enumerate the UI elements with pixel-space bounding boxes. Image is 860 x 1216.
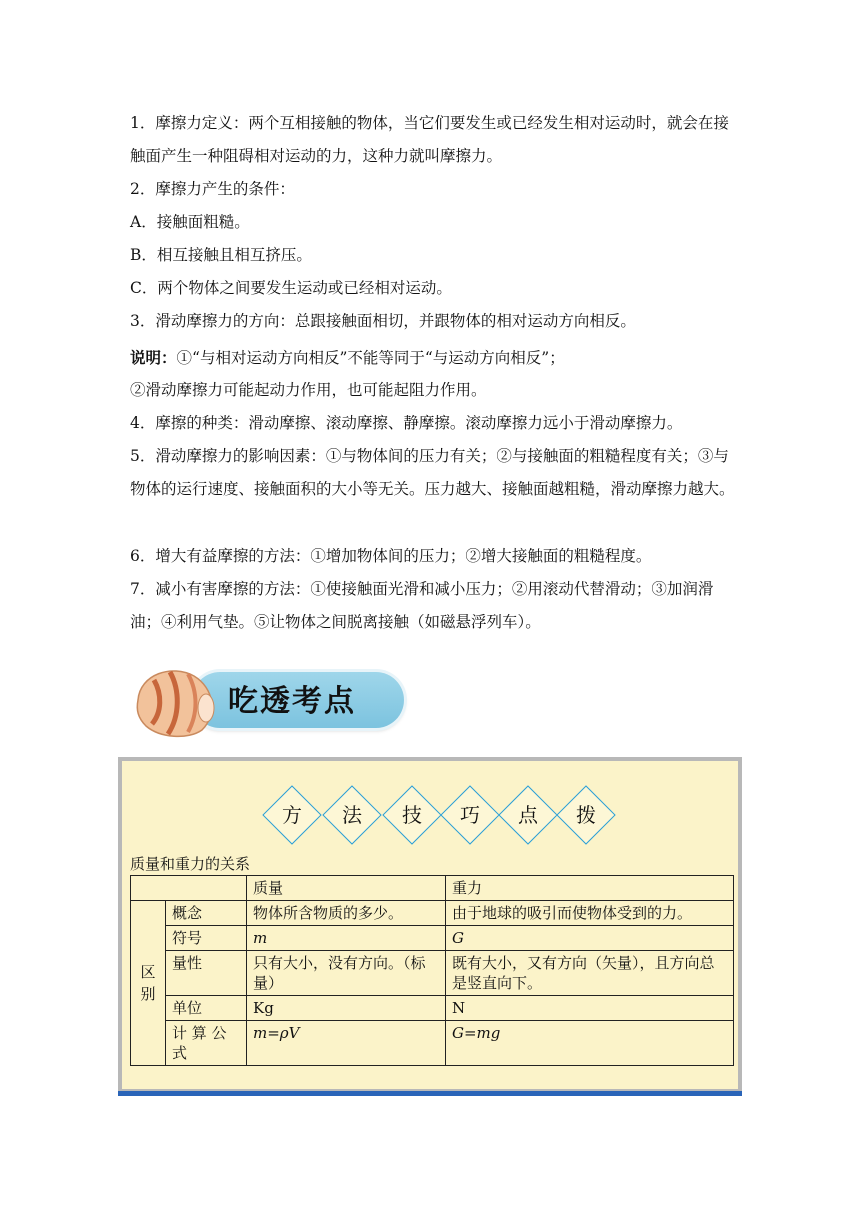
gravity-cell: 由于地球的吸引而使物体受到的力。 bbox=[446, 901, 734, 926]
box-bottom-border bbox=[118, 1091, 742, 1096]
paragraph-condition-c: C．两个物体之间要发生运动或已经相对运动。 bbox=[130, 279, 452, 297]
table-row bbox=[131, 996, 734, 1021]
table-row bbox=[131, 951, 734, 996]
paragraph-note-2: ②滑动摩擦力可能起动力作用，也可能起阻力作用。 bbox=[130, 381, 487, 399]
diamond-char: 拨 bbox=[576, 803, 596, 827]
row-name-cell: 单位 bbox=[166, 996, 247, 1021]
gravity-cell: N bbox=[446, 996, 734, 1021]
diamond-char: 技 bbox=[402, 803, 422, 827]
paragraph-condition-b: B．相互接触且相互挤压。 bbox=[130, 246, 312, 264]
paragraph-condition-a: A．接触面粗糙。 bbox=[130, 213, 250, 231]
paragraph-reduce-friction: 7．减小有害摩擦的方法：①使接触面光滑和减小压力；②用滚动代替滑动；③加润滑油；④利用气垫。⑤让物体之间脱离接触（如磁悬浮列车）。 bbox=[130, 580, 714, 631]
mass-cell: Kg bbox=[247, 996, 446, 1021]
row-name-cell: 概念 bbox=[166, 901, 247, 926]
gravity-cell: G=mg bbox=[446, 1021, 734, 1066]
row-name-cell: 计 算 公式 bbox=[166, 1021, 247, 1066]
header-cell-gravity: 重力 bbox=[446, 876, 734, 901]
diamond-char: 方 bbox=[282, 803, 302, 827]
mass-cell: 只有大小，没有方向。（标量） bbox=[247, 951, 446, 996]
gravity-cell: 既有大小，又有方向（矢量），且方向总是竖直向下。 bbox=[446, 951, 734, 996]
table-row bbox=[131, 926, 734, 951]
paragraph-increase-friction: 6．增大有益摩擦的方法：①增加物体间的压力；②增大接触面的粗糙程度。 bbox=[130, 547, 652, 565]
table-header-row bbox=[131, 876, 734, 901]
mass-cell: 物体所含物质的多少。 bbox=[247, 901, 446, 926]
paragraph-influence-factors: 5．滑动摩擦力的影响因素：①与物体间的压力有关；②与接触面的粗糙程度有关；③与物体的运行速度、接触面积的大小等无关。压力越大、接触面越粗糙，滑动摩擦力越大。 bbox=[130, 447, 735, 498]
row-name-cell: 量性 bbox=[166, 951, 247, 996]
section-banner bbox=[132, 660, 412, 740]
table-caption: 质量和重力的关系 bbox=[130, 855, 251, 873]
diamond-tile bbox=[498, 785, 558, 845]
paragraph-friction-definition: 1．摩擦力定义：两个互相接触的物体，当它们要发生或已经发生相对运动时，就会在接触面产生一种阻碍相对运动的力，这种力就叫摩擦力。 bbox=[130, 114, 729, 165]
diamond-tile bbox=[322, 785, 382, 845]
banner-title: 吃透考点 bbox=[228, 684, 356, 719]
gravity-cell: G bbox=[446, 926, 734, 951]
note-text: ①“与相对运动方向相反”不能等同于“与运动方向相反”； bbox=[176, 349, 565, 367]
diamond-tile bbox=[382, 785, 442, 845]
diamond-tile bbox=[556, 785, 616, 845]
paragraph-note-1 bbox=[130, 341, 742, 375]
mass-cell: m bbox=[247, 926, 446, 951]
paragraph-friction-types: 4．摩擦的种类：滑动摩擦、滚动摩擦、静摩擦。滚动摩擦力远小于滑动摩擦力。 bbox=[130, 414, 683, 432]
mass-gravity-table bbox=[130, 875, 734, 1066]
method-tips-header bbox=[262, 785, 622, 845]
paragraph-sliding-direction: 3．滑动摩擦力的方向：总跟接触面相切，并跟物体的相对运动方向相反。 bbox=[130, 312, 636, 330]
table-row bbox=[131, 901, 734, 926]
note-label: 说明： bbox=[130, 348, 177, 367]
diamond-tile bbox=[440, 785, 500, 845]
row-name-cell: 符号 bbox=[166, 926, 247, 951]
header-cell-mass: 质量 bbox=[247, 876, 446, 901]
diamond-char: 巧 bbox=[460, 803, 480, 827]
method-tips-box bbox=[118, 757, 742, 1093]
mass-cell: m=ρV bbox=[247, 1021, 446, 1066]
paragraph-friction-conditions: 2．摩擦力产生的条件： bbox=[130, 180, 295, 198]
diamond-char: 法 bbox=[342, 803, 362, 827]
header-cell-empty bbox=[131, 876, 247, 901]
diamond-char: 点 bbox=[518, 803, 538, 827]
group-label-cell: 区别 bbox=[131, 901, 166, 1066]
diamond-tile bbox=[262, 785, 322, 845]
table-row bbox=[131, 1021, 734, 1066]
shell-icon bbox=[132, 660, 222, 740]
